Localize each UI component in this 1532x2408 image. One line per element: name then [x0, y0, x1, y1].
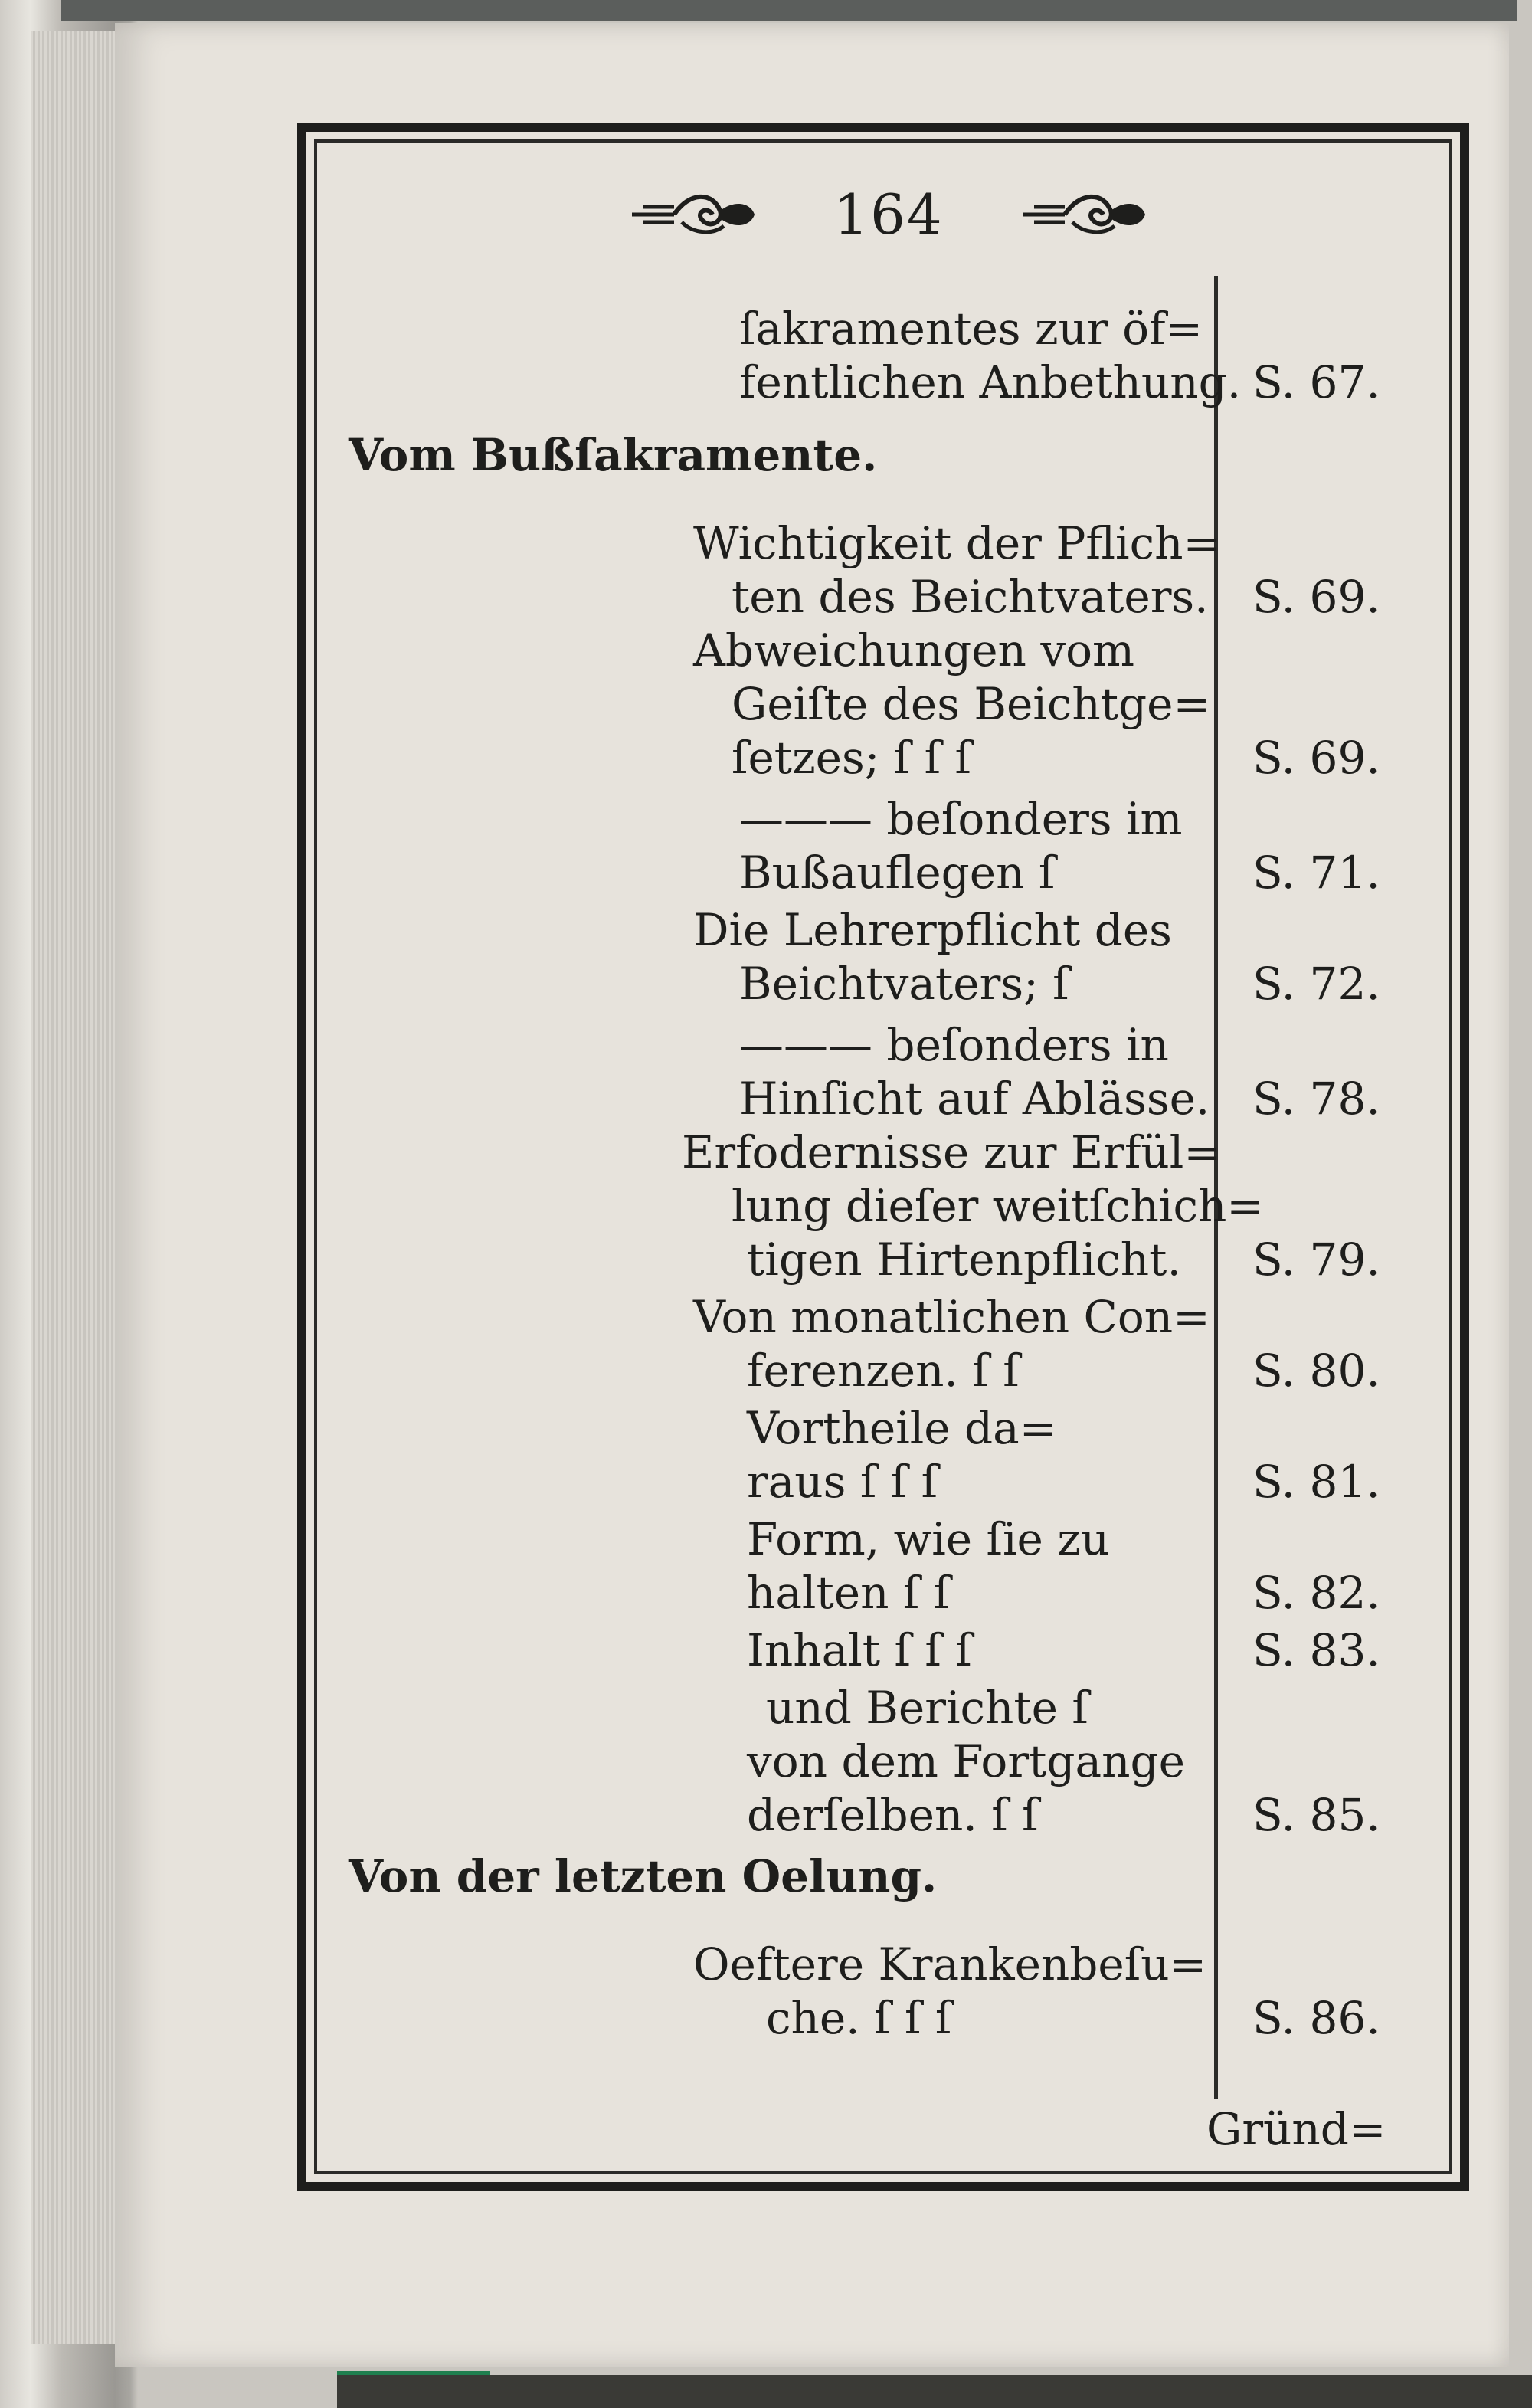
- page-reference: S. 80.: [1252, 1345, 1380, 1397]
- page-reference: S. 86.: [1252, 1992, 1380, 2044]
- toc-entry-line: ſetzes; ſ ſ ſ: [732, 732, 971, 784]
- toc-entry-line: Oeftere Krankenbeſu=: [693, 1938, 1207, 1990]
- page-stack-edge: [31, 31, 123, 2344]
- page-reference: S. 71.: [1252, 847, 1380, 899]
- toc-entry-line: raus ſ ſ ſ: [747, 1456, 938, 1508]
- toc-entry-line: Abweichungen vom: [693, 624, 1135, 677]
- page-reference: S. 69.: [1252, 732, 1380, 784]
- book-cover-bottom: [337, 2375, 1532, 2408]
- page-reference: S. 67.: [1252, 356, 1380, 408]
- page-reference: S. 85.: [1252, 1789, 1380, 1841]
- page-reference: S. 83.: [1252, 1624, 1380, 1676]
- page-reference: S. 69.: [1252, 571, 1380, 623]
- toc-entry-line: Geiſte des Beichtge=: [732, 678, 1211, 730]
- page-reference: S. 79.: [1252, 1233, 1380, 1286]
- catchword: Gründ=: [1206, 2103, 1386, 2155]
- toc-entry-line: Wichtigkeit der Pflich=: [693, 517, 1221, 569]
- toc-entry-line: Beichtvaters; ſ: [739, 958, 1069, 1010]
- toc-entry-line: Von monatlichen Con=: [693, 1291, 1210, 1343]
- toc-entry-line: halten ſ ſ: [747, 1567, 951, 1619]
- toc-entry-line: ——— beſonders im: [739, 793, 1183, 845]
- page-header: [628, 180, 1149, 249]
- page-reference: S. 72.: [1252, 958, 1380, 1010]
- page-reference: S. 82.: [1252, 1567, 1380, 1619]
- toc-entry-line: lung dieſer weitſchich=: [732, 1180, 1264, 1232]
- toc-entry-line: tigen Hirtenpflicht.: [747, 1233, 1181, 1286]
- toc-entry-line: Vortheile da=: [747, 1402, 1057, 1454]
- toc-entry-line: von dem Fortgange: [747, 1735, 1185, 1787]
- toc-entry-line: derſelben. ſ ſ: [747, 1789, 1039, 1841]
- page-reference: S. 81.: [1252, 1456, 1380, 1508]
- page-number: 164: [833, 182, 944, 247]
- toc-entry-line: und Berichte ſ: [766, 1682, 1088, 1734]
- toc-entry-line: Die Lehrerpflicht des: [693, 904, 1172, 956]
- toc-entry-line: Erfodernisse zur Erfül=: [682, 1126, 1221, 1178]
- toc-entry-line: Bußauflegen ſ: [739, 847, 1056, 899]
- toc-entry-line: fentlichen Anbethung.: [739, 356, 1242, 408]
- toc-entry-line: Inhalt ſ ſ ſ: [747, 1624, 972, 1676]
- toc-entry-line: Form, wie ſie zu: [747, 1513, 1110, 1565]
- book-cover-top: [61, 0, 1517, 21]
- toc-entry-line: ten des Beichtvaters.: [732, 571, 1209, 623]
- toc-entry-line: ferenzen. ſ ſ: [747, 1345, 1020, 1397]
- toc-entry-line: che. ſ ſ ſ: [766, 1992, 952, 2044]
- toc-entry-line: Hinſicht auf Ablässe.: [739, 1073, 1210, 1125]
- toc-entry-line: ſakramentes zur öf=: [739, 303, 1203, 355]
- left-ornament-icon: [628, 188, 758, 241]
- right-ornament-icon: [1019, 188, 1149, 241]
- section-heading: Vom Bußſakramente.: [349, 429, 878, 481]
- page-reference: S. 78.: [1252, 1073, 1380, 1125]
- section-heading: Von der letzten Oelung.: [349, 1850, 938, 1902]
- toc-entry-line: ——— beſonders in: [739, 1019, 1169, 1071]
